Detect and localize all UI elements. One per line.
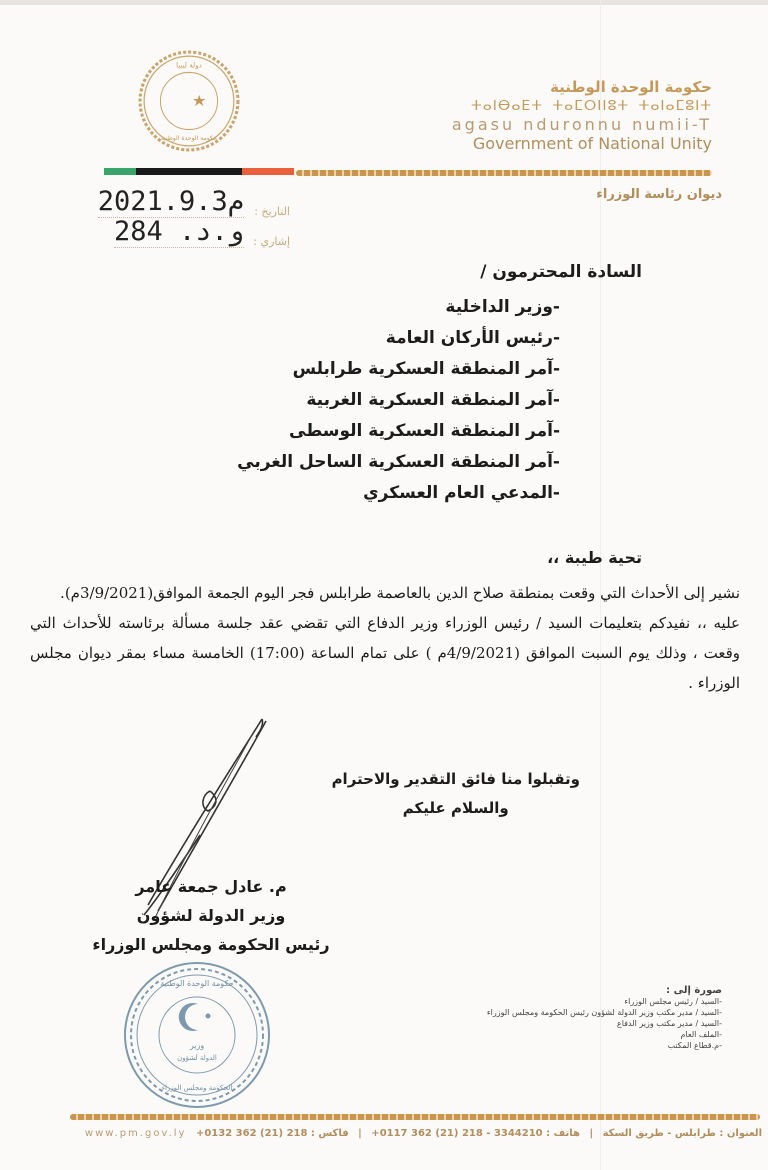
addressee-item: -آمر المنطقة العسكرية طرابلس	[292, 359, 560, 379]
addressees-title: السادة المحترمون /	[480, 262, 642, 282]
addressee-list	[220, 292, 560, 509]
footer-contact: العنوان : طرابلس - طريق السكة | هاتف : 3344210 - 218 (21) 362 0117+ | فاكس : 218 (21) 362 0132+ www.pm.gov.ly	[84, 1128, 762, 1139]
top-edge	[0, 0, 768, 5]
svg-text:حكومة الوحدة الوطنية: حكومة الوحدة الوطنية	[160, 979, 234, 988]
signatory-name: م. عادل جمعة عامر	[135, 877, 287, 896]
government-header	[432, 78, 712, 153]
libya-flag-bar	[104, 168, 294, 175]
addressee-item: -آمر المنطقة العسكرية الغربية	[306, 390, 560, 410]
svg-text:الحكومة ومجلس الوزراء: الحكومة ومجلس الوزراء	[161, 1084, 233, 1092]
letter-meta	[30, 188, 290, 248]
addressee-item: -المدعي العام العسكري	[363, 483, 560, 503]
office-name: ديوان رئاسة الوزراء	[596, 187, 722, 202]
reference-label: إشاري :	[253, 235, 290, 248]
official-stamp-icon	[122, 960, 272, 1110]
cc-item: -السيد / رئيس مجلس الوزراء	[624, 997, 722, 1006]
svg-text:حكومة الوحدة الوطنية: حكومة الوحدة الوطنية	[160, 134, 218, 142]
body-paragraph: عليه ،، نفيدكم بتعليمات السيد / رئيس الوزراء وزير الدفاع التي تقضي عقد جلسة مسألة برئاسته للأحداث التي وقعت ، وذلك يوم السبت الموافق (4/9/2021م ) على تمام الساعة (17:00) الخامسة مساء بمقر ديوان مجلس الوزراء .	[30, 614, 740, 692]
footer-chain-divider	[70, 1114, 760, 1120]
date-label: التاريخ :	[254, 205, 290, 218]
letter-body	[30, 578, 740, 698]
svg-text:وزير: وزير	[189, 1041, 205, 1050]
footer-website[interactable]: www.pm.gov.ly	[84, 1128, 187, 1139]
addressee-item: -آمر المنطقة العسكرية الساحل الغربي	[237, 452, 560, 472]
closing-line: وتقبلوا منا فائق التقدير والاحترام	[331, 770, 580, 788]
closing-line: والسلام عليكم	[402, 799, 509, 817]
reference-row	[30, 218, 290, 248]
cc-item: -الملف العام	[680, 1030, 722, 1039]
gov-name-tifinagh: ⵜⴰⵏⴱⴰⴹⵜ ⵜⴰⵎⵔⵏⵏⵓⵜ ⵜⴰⵏⴰⵎⵓⵏⵜ	[470, 98, 712, 114]
cc-item: -السيد / مدير مكتب وزير الدفاع	[616, 1019, 722, 1028]
addressee-item: -رئيس الأركان العامة	[385, 328, 560, 348]
addressee-item: -وزير الداخلية	[445, 297, 560, 317]
libya-state-emblem-icon	[138, 50, 240, 152]
cc-item: -السيد / مدير مكتب وزير الدولة لشؤون رئيس الحكومة ومجلس الوزراء	[486, 1008, 722, 1017]
closing	[332, 765, 580, 823]
gov-name-english: Government of National Unity	[472, 134, 712, 153]
gov-name-latin: agasu nduronnu numii-T	[451, 115, 712, 134]
svg-text:دولة ليبيا: دولة ليبيا	[176, 60, 202, 70]
cc-title: صورة إلى :	[666, 985, 722, 996]
date-value: 2021.9.3م	[97, 186, 244, 217]
footer-fax: فاكس : 218 (21) 362 0132+	[195, 1128, 349, 1139]
date-row	[30, 188, 290, 218]
gov-name-arabic: حكومة الوحدة الوطنية	[550, 78, 712, 96]
svg-text:الدولة لشؤون: الدولة لشؤون	[177, 1054, 217, 1062]
signatory-block	[86, 872, 336, 959]
body-paragraph: نشير إلى الأحداث التي وقعت بمنطقة صلاح الدين بالعاصمة طرابلس فجر اليوم الجمعة الموافق(3/9/2021م).	[60, 584, 740, 602]
cc-item: -م.قطاع المكتب	[667, 1041, 722, 1050]
reference-value: و.د. 284	[113, 216, 244, 247]
footer-address: العنوان : طرابلس - طريق السكة	[602, 1128, 762, 1139]
greeting: تحية طيبة ،،	[547, 548, 642, 567]
header-chain-divider	[296, 170, 712, 176]
addressee-item: -آمر المنطقة العسكرية الوسطى	[289, 421, 560, 441]
signatory-title: رئيس الحكومة ومجلس الوزراء	[92, 935, 330, 954]
signatory-title: وزير الدولة لشؤون	[136, 906, 286, 925]
cc-list	[472, 985, 722, 1051]
footer-phone: هاتف : 3344210 - 218 (21) 362 0117+	[371, 1128, 580, 1139]
